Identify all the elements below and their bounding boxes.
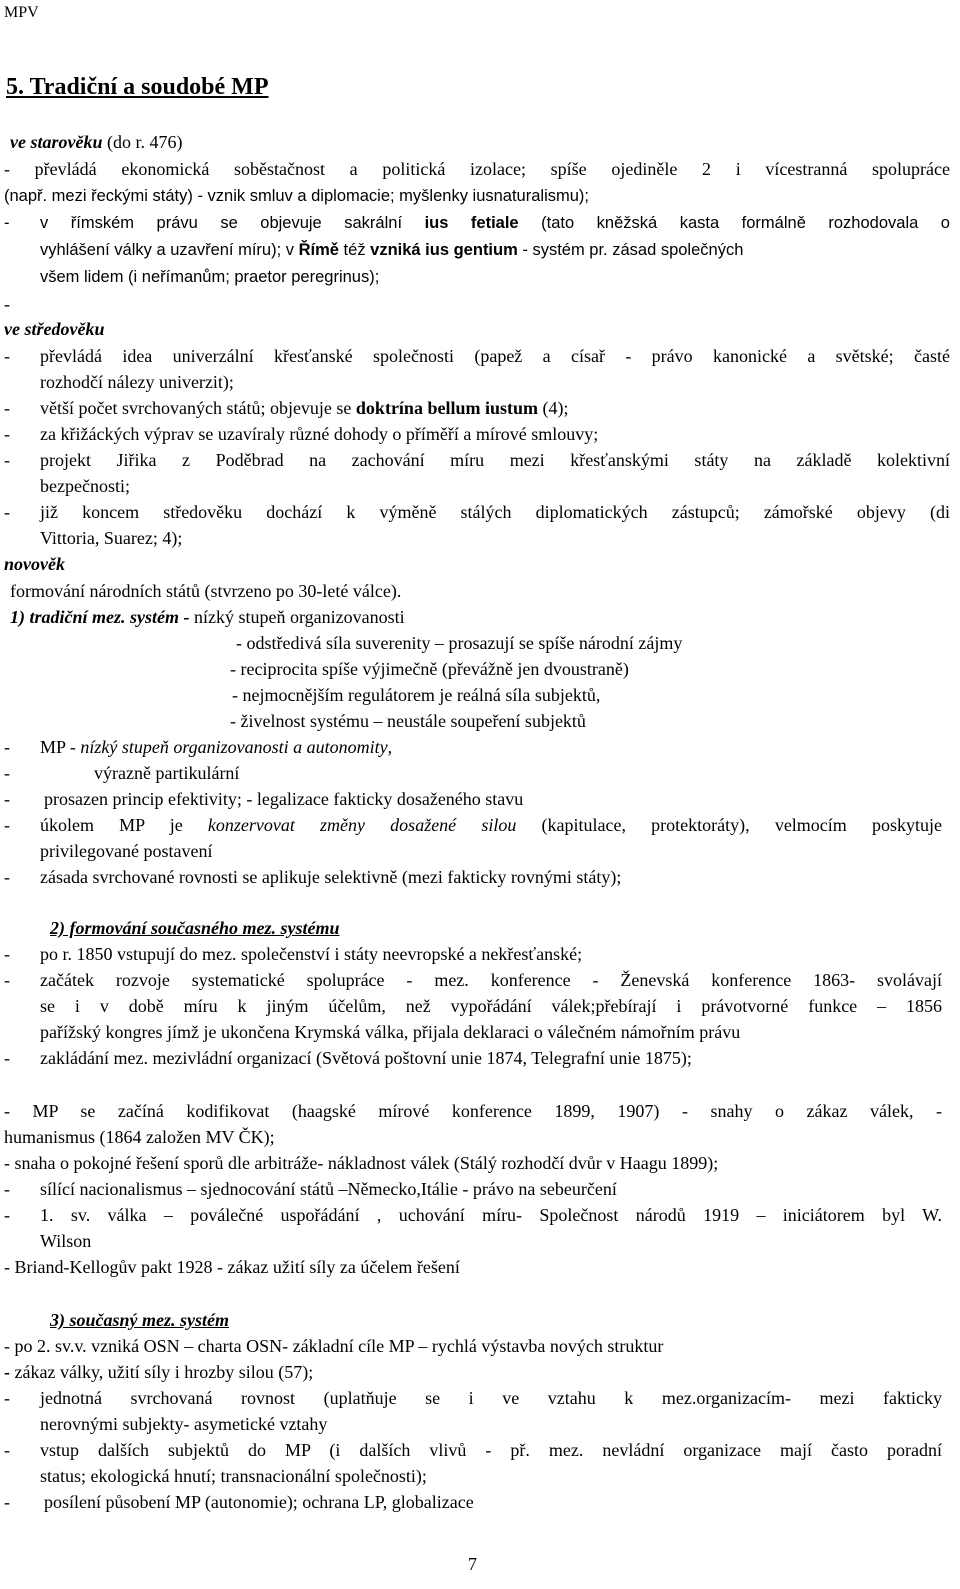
ancient-heading-line (10, 131, 182, 153)
medieval-item-2a: větší počet svrchovaných států; objevuje se (40, 398, 356, 418)
ancient-line-1: - převládá ekonomická soběstačnost a politická izolace; spíše ojediněle 2 i vícestranná spolupráce (4, 159, 950, 179)
task-line-c: (kapitulace, protektoráty), velmocím poskytuje (516, 815, 942, 835)
mp-line-a: MP - (40, 737, 81, 757)
ancient-line-2: (např. mezi řeckými státy) - vznik smluv a diplomacie; myšlenky iusnaturalismu); (4, 187, 589, 205)
formation-dash-10: - (4, 1205, 10, 1225)
medieval-item-3: za křižáckých výprav se uzavíraly různé dohody o příměří a mírové smlouvy; (40, 424, 599, 444)
trad-item-2: - reciprocita spíše výjimečně (převážně jen dvoustraně) (230, 659, 629, 679)
current-dash-5: - (4, 1440, 10, 1460)
ancient-line-3 (40, 212, 950, 234)
current-line-2a: - (4, 1362, 15, 1382)
formation-dash-5: - (4, 1048, 10, 1068)
current-heading: 3) současný mez. systém (50, 1310, 229, 1330)
trad-item-4: - živelnost systému – neustále soupeření subjektů (230, 711, 586, 731)
modern-heading: novověk (4, 554, 65, 574)
formation-line-1: po r. 1850 vstupují do mez. společenství i státy neevropské a nekřesťanské; (40, 944, 583, 964)
ancient-heading: ve starověku (10, 132, 103, 152)
current-line-3: jednotná svrchovaná rovnost (uplatňuje se i ve vztahu k mez.organizacím- mezi fakticky (40, 1388, 942, 1408)
formation-line-2: začátek rozvoje systematické spolupráce - mez. konference - Ženevská konference 1863- svolávají (40, 970, 942, 990)
current-dash-3: - (4, 1388, 10, 1408)
formation-line-9: sílící nacionalismus – sjednocování států –Německo,Itálie - právo na sebeurčení (40, 1179, 617, 1199)
current-dash-7: - (4, 1492, 10, 1512)
task-line-a: úkolem MP je (40, 815, 208, 835)
medieval-item-1b: rozhodčí nálezy univerzit); (40, 372, 234, 392)
current-line-2 (4, 1361, 313, 1383)
ancient-heading-rest: (do r. 476) (102, 132, 183, 152)
medieval-item-2c: (4); (537, 398, 569, 418)
medieval-dash-2: - (4, 398, 10, 418)
mp-dash-1: - (4, 737, 10, 757)
mp-dash-3: - (4, 789, 10, 809)
ancient-dash-3: - (4, 214, 10, 232)
ancient-line-6: - (4, 294, 10, 314)
current-line-6: status; ekologická hnutí; transnacionální společnosti); (40, 1466, 427, 1486)
mp-dash-5: - (4, 867, 10, 887)
trad-item-1: - odstředivá síla suverenity – prosazují se spíše národní zájmy (236, 633, 683, 653)
medieval-dash-5: - (4, 502, 10, 522)
formation-line-3: se i v době míru k jiným účelům, než vypořádání válek;přebírají i právotvorné funkce – 1856 (40, 996, 942, 1016)
page-number: 7 (468, 1554, 477, 1574)
medieval-item-4: projekt Jiřika z Poděbrad na zachování míru mezi křesťanskými státy na základě kolektivní (40, 450, 950, 470)
ancient-line-4 (40, 239, 743, 261)
task-line (40, 814, 942, 836)
medieval-dash-1: - (4, 346, 10, 366)
ancient-line-4a: vyhlášení války a uzavření míru); v (40, 241, 299, 259)
mp-dash-4: - (4, 815, 10, 835)
current-line-7: posílení působení MP (autonomie); ochrana LP, globalizace (44, 1492, 474, 1512)
formation-line-12: - Briand-Kellogův pakt 1928 - zákaz užití síly za účelem řešení (4, 1257, 460, 1277)
ancient-line-3a: v římském právu se objevuje sakrální (40, 214, 425, 232)
effectivity-line: prosazen princip efektivity; - legalizace fakticky dosaženého stavu (44, 789, 524, 809)
current-line-2b: zákaz války, užití síly i hrozby silou (57); (14, 1362, 314, 1382)
traditional-system-line (10, 606, 405, 628)
current-line-5: vstup dalších subjektů do MP (i dalších vlivů - př. mez. nevládní organizace mají často poradní (40, 1440, 942, 1460)
medieval-item-5b: Vittoria, Suarez; 4); (40, 528, 183, 548)
medieval-dash-3: - (4, 424, 10, 444)
formation-dash-1: - (4, 944, 10, 964)
ancient-line-4c: též (338, 241, 371, 259)
task-line-2: privilegované postavení (40, 841, 213, 861)
ancient-line-5: všem lidem (i neřímanům; praetor peregrinus); (40, 268, 380, 286)
page-title: 5. Tradiční a soudobé MP (6, 74, 269, 100)
ius-fetiale: ius fetiale (424, 214, 519, 232)
traditional-system-heading: 1) tradiční mez. systém - (10, 607, 190, 627)
medieval-dash-4: - (4, 450, 10, 470)
medieval-item-4b: bezpečnosti; (40, 476, 130, 496)
equality-line: zásada svrchované rovnosti se aplikuje selektivně (mezi fakticky rovnými státy); (40, 867, 622, 887)
modern-intro: formování národních států (stvrzeno po 30-leté válce). (10, 581, 402, 601)
traditional-system-rest: nízký stupeň organizovanosti (189, 607, 405, 627)
mp-line (40, 736, 392, 758)
formation-dash-2: - (4, 970, 10, 990)
formation-line-4: pařížský kongres jímž je ukončena Krymská válka, přijala deklaraci o válečném námořním právu (40, 1022, 741, 1042)
page-header: MPV (4, 4, 39, 21)
formation-line-6: - MP se začíná kodifikovat (haagské mírové konference 1899, 1907) - snahy o zákaz válek, - (4, 1101, 942, 1121)
formation-line-7: humanismus (1864 založen MV ČK); (4, 1127, 275, 1147)
ius-gentium: vzniká ius gentium (370, 241, 518, 259)
current-line-4: nerovnými subjekty- asymetické vztahy (40, 1414, 328, 1434)
formation-line-5: zakládání mez. mezivládní organizací (Světová poštovní unie 1874, Telegrafní unie 1875); (40, 1048, 692, 1068)
mp-line-b: nízký stupeň organizovanosti a autonomity (80, 737, 388, 757)
ancient-line-3c: (tato kněžská kasta formálně rozhodovala o (518, 214, 950, 232)
medieval-item-2 (40, 397, 568, 419)
mp-line-c: , (387, 737, 393, 757)
formation-line-11: Wilson (40, 1231, 92, 1251)
formation-line-10: 1. sv. válka – poválečné uspořádání , uchování míru- Společnost národů 1919 – iniciátorem byl W. (40, 1205, 942, 1225)
bellum-iustum: doktrína bellum iustum (355, 398, 538, 418)
medieval-item-5: již koncem středověku dochází k výměně stálých diplomatických zástupců; zámořské objevy (di (40, 502, 950, 522)
task-line-b: konzervovat změny dosažené silou (207, 815, 517, 835)
formation-line-8: - snaha o pokojné řešení sporů dle arbitráže- nákladnost válek (Stálý rozhodčí dvůr v Haagu 1899); (4, 1153, 719, 1173)
particular-line: výrazně partikulární (94, 763, 240, 783)
ancient-line-4e: - systém pr. zásad společných (517, 241, 744, 259)
mp-dash-2: - (4, 763, 10, 783)
current-line-1: - po 2. sv.v. vzniká OSN – charta OSN- základní cíle MP – rychlá výstavba nových struktur (4, 1336, 664, 1356)
formation-heading: 2) formování současného mez. systému (50, 918, 340, 938)
trad-item-3: - nejmocnějším regulátorem je reálná síla subjektů, (232, 685, 601, 705)
formation-dash-9: - (4, 1179, 10, 1199)
medieval-heading: ve středověku (4, 319, 105, 339)
rome-term: Římě (298, 241, 339, 259)
medieval-item-1: převládá idea univerzální křesťanské společnosti (papež a císař - právo kanonické a světské; časté (40, 346, 950, 366)
